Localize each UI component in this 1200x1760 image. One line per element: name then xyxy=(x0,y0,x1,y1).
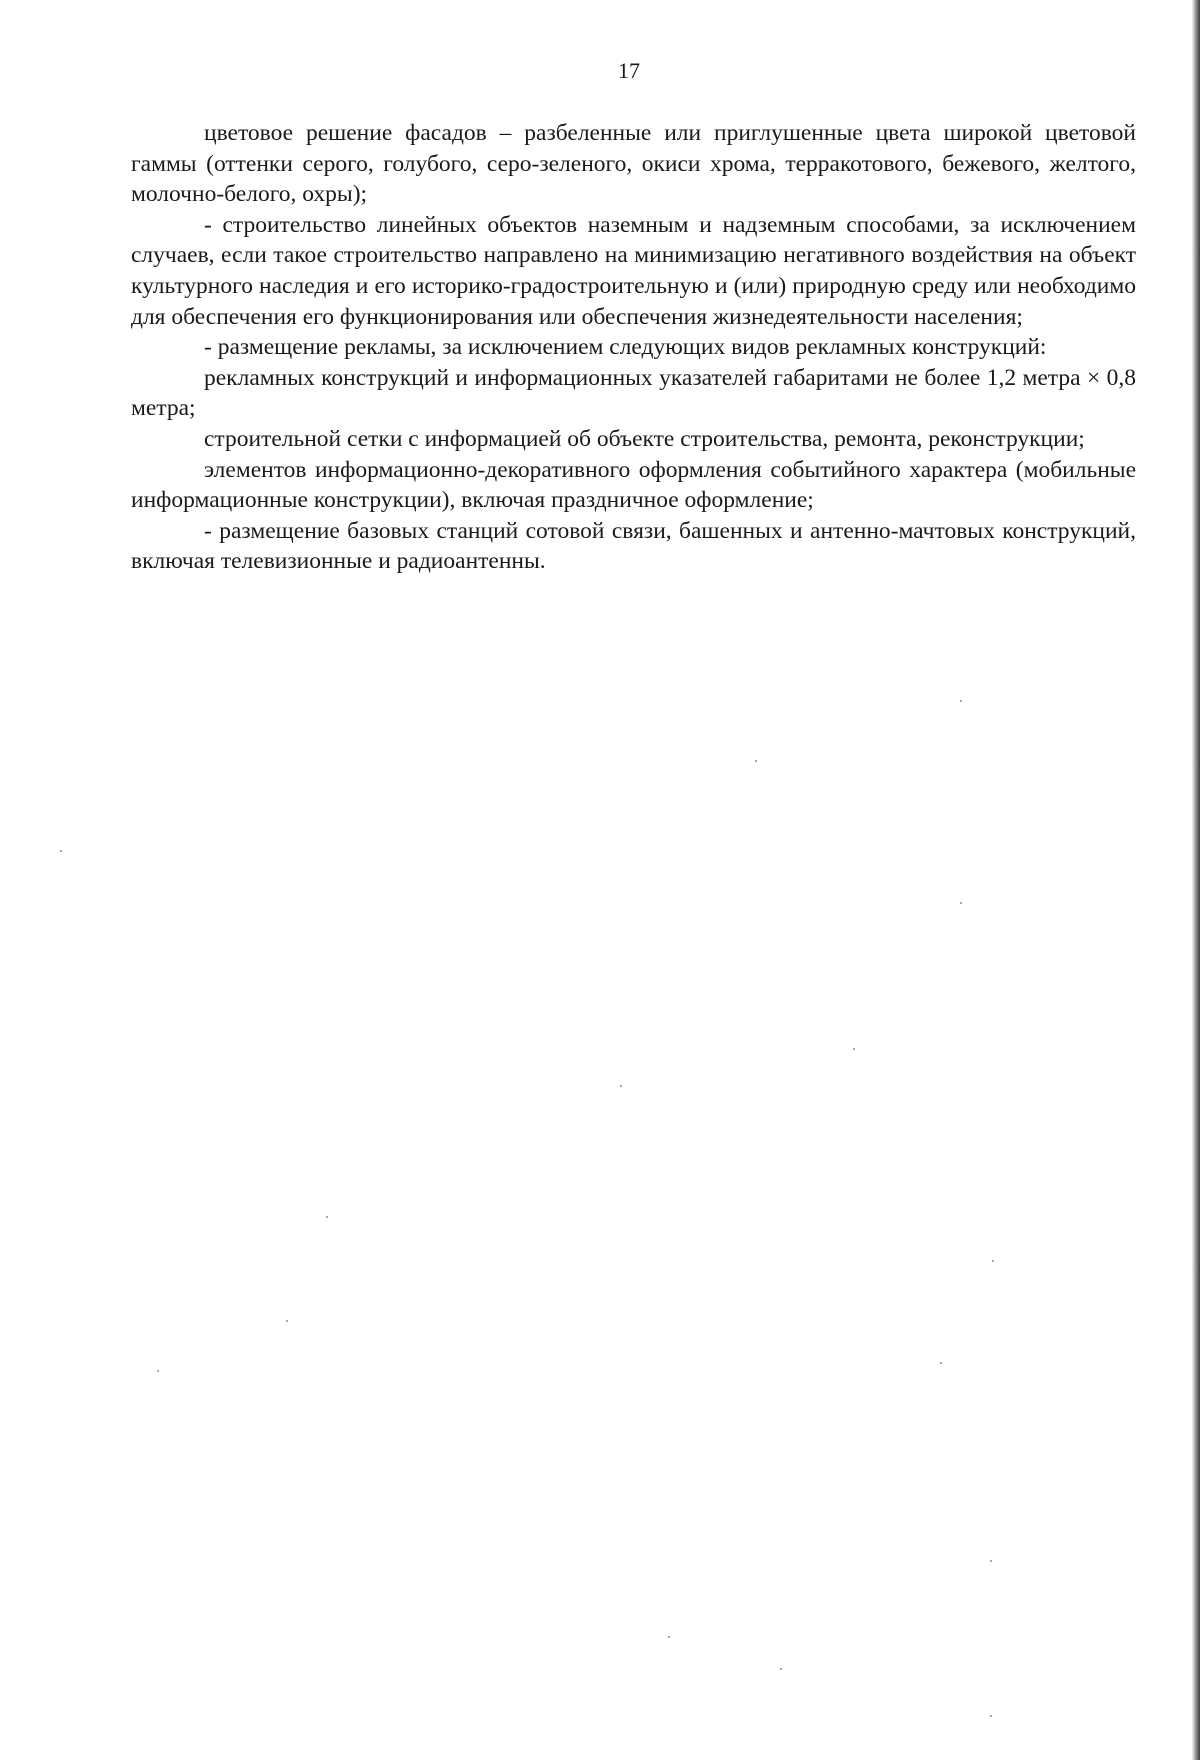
scan-speck xyxy=(990,1560,992,1562)
scan-speck xyxy=(620,1085,622,1087)
scan-speck xyxy=(960,700,962,702)
scan-speck xyxy=(780,1668,782,1670)
scan-speck xyxy=(940,1362,942,1364)
paragraph-linear-objects: - строительство линейных объектов наземным и надземным способами, за исключением случаев, если такое строительство направлено на минимизацию негативного воздействия на объект культурного наследия и его историко-градостроительную и (или) природную среду или необходимо для обеспечения его функционирования или обеспечения жизнедеятельности населения; xyxy=(131,211,1136,330)
scan-speck xyxy=(286,1320,288,1322)
scan-speck xyxy=(157,1370,159,1372)
scan-speck xyxy=(668,1636,670,1638)
scan-speck xyxy=(755,760,757,762)
scan-edge-shadow xyxy=(1192,0,1200,1760)
scan-speck xyxy=(853,1048,855,1050)
scan-speck xyxy=(960,902,962,904)
scan-speck xyxy=(990,1715,992,1717)
paragraph-construction-mesh: строительной сетки с информацией об объекте строительства, ремонта, реконструкции; xyxy=(204,425,1085,452)
paragraph-facade-color: цветовое решение фасадов – разбеленные или приглушенные цвета широкой цветовой гаммы (оттенки серого, голубого, серо-зеленого, окиси хрома, терракотового, бежевого, желтого, молочно-белого, охры); xyxy=(131,120,1136,208)
paragraph-base-stations: - размещение базовых станций сотовой связи, башенных и антенно-мачтовых конструкций, включая телевизионные и радиоантенны. xyxy=(131,517,1136,575)
scan-speck xyxy=(60,850,62,852)
scan-speck xyxy=(326,1216,328,1218)
document-body xyxy=(131,118,1136,577)
paragraph-advertising: - размещение рекламы, за исключением следующих видов рекламных конструкций: xyxy=(204,334,1047,361)
paragraph-decorative-elements: элементов информационно-декоративного оформления событийного характера (мобильные информационные конструкции), включая праздничное оформление; xyxy=(131,456,1136,514)
scan-speck xyxy=(992,1260,994,1262)
paragraph-ad-structures: рекламных конструкций и информационных указателей габаритами не более 1,2 метра × 0,8 метра; xyxy=(131,364,1136,422)
page-number: 17 xyxy=(618,58,640,83)
